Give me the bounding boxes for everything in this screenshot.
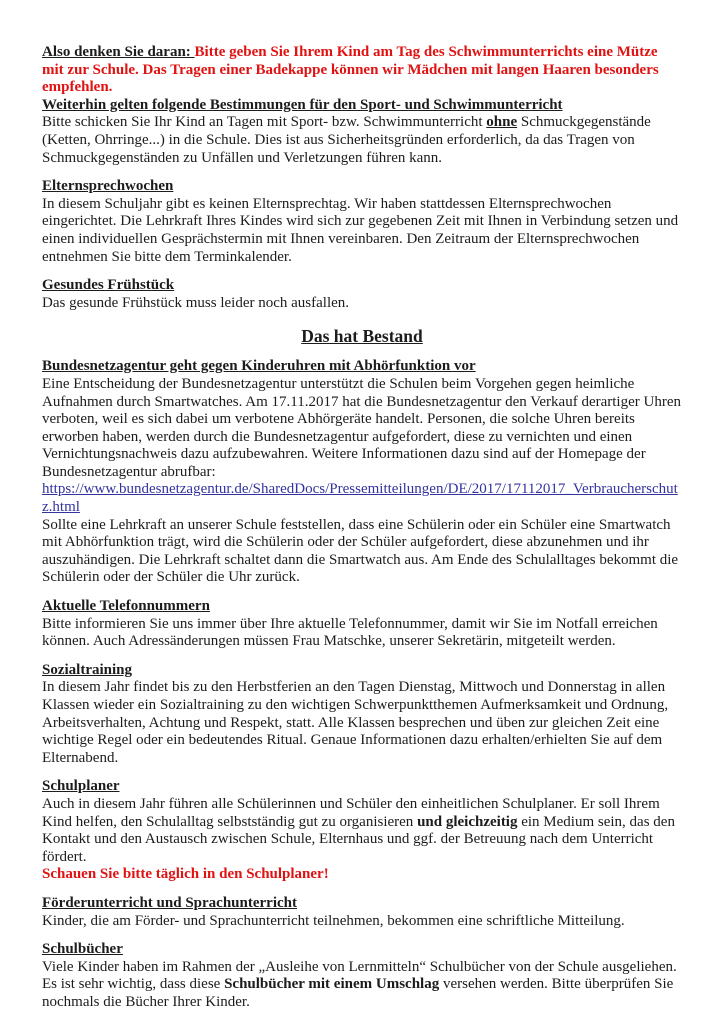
foerderunterricht-heading: Förderunterricht und Sprachunterricht — [42, 894, 297, 911]
fruehstueck-paragraph: Das gesunde Frühstück muss leider noch ausfallen. — [42, 294, 350, 311]
sport-rules-paragraph — [42, 114, 682, 167]
schulplaner-paragraph — [42, 796, 682, 866]
schulbuecher-bold-phrase: Schulbücher mit einem Umschlag — [224, 976, 440, 993]
section-elternsprechwochen — [42, 178, 682, 266]
section-swim-notice — [42, 44, 682, 167]
swim-notice-label: Also denken Sie daran: — [42, 44, 195, 60]
sport-rules-text-2: Schmuckgegenstände (Ketten, Ohrringe...) in die Schule. Dies ist aus Sicherheitsgründen erforderlich, da das Tragen von Schmuckgegenständen zu Unfällen und Verletzungen führen kann. — [42, 114, 651, 166]
section-telefonnummern — [42, 598, 682, 651]
bundesnetzagentur-paragraph-2: Sollte eine Lehrkraft an unserer Schule feststellen, dass eine Schülerin oder ein Schüler eine Smartwatch mit Abhörfunktion trägt, wird die Schülerin oder der Schüler aufgefordert, diese abzunehmen und ihr auszuhändigen. Die Lehrkraft schaltet dann die Smartwatch aus. Am Ende des Schulalltages bekommt die Schülerin oder der Schüler die Uhr zurück. — [42, 516, 679, 586]
sport-rules-text-1: Bitte schicken Sie Ihr Kind an Tagen mit Sport- bzw. Schwimmunterricht — [42, 114, 487, 131]
elternsprechwochen-paragraph: In diesem Schuljahr gibt es keinen Elternsprechtag. Wir haben stattdessen Elternsprechwochen eingerichtet. Die Lehrkraft Ihres Kindes wird sich zur gegebenen Zeit mit Ihnen in Verbindung setzen und einen individuellen Gesprächstermin mit Ihnen vereinbaren. Den Zeitraum der Elternsprechwochen entnehmen Sie bitte dem Terminkalender. — [42, 195, 679, 265]
fruehstueck-heading: Gesundes Frühstück — [42, 277, 175, 294]
section-sozialtraining — [42, 662, 682, 768]
elternsprechwochen-heading: Elternsprechwochen — [42, 178, 174, 195]
schulplaner-heading: Schulplaner — [42, 778, 120, 795]
swim-notice-red-text: Bitte geben Sie Ihrem Kind am Tag des Schwimmunterrichts eine Mütze mit zur Schule. Das Tragen einer Badekappe können wir Mädchen mit langen Haaren besonders empfehlen. — [42, 44, 659, 96]
schulplaner-bold-phrase: und gleichzeitig — [417, 813, 518, 830]
sozialtraining-heading: Sozialtraining — [42, 661, 133, 678]
schulbuecher-text-2: versehen werden. Bitte überprüfen Sie nochmals die Bücher Ihrer Kinder. — [42, 976, 674, 1010]
bundesnetzagentur-link-line — [42, 481, 682, 516]
bundesnetzagentur-heading: Bundesnetzagentur geht gegen Kinderuhren mit Abhörfunktion vor — [42, 358, 476, 375]
foerderunterricht-paragraph: Kinder, die am Förder- und Sprachunterricht teilnehmen, bekommen eine schriftliche Mitteilung. — [42, 912, 625, 929]
section-bundesnetzagentur — [42, 358, 682, 587]
schulplaner-red-reminder: Schauen Sie bitte täglich in den Schulplaner! — [42, 866, 329, 883]
sport-rules-heading: Weiterhin gelten folgende Bestimmungen für den Sport- und Schwimmunterricht — [42, 96, 563, 113]
section-schulbuecher — [42, 941, 682, 1011]
sozialtraining-paragraph: In diesem Jahr findet bis zu den Herbstferien an den Tagen Dienstag, Mittwoch und Donnerstag in allen Klassen wieder ein Sozialtraining zu den wichtigen Schwerpunktthemen Aufmerksamkeit und Ordnung, Arbeitsverhalten, Achtung und Respekt, statt. Alle Klassen besprechen und üben zur gleichen Zeit eine wichtige Regel oder ein bedeutendes Ritual. Genaue Informationen dazu erhalten/erhielten Sie auf dem Elternabend. — [42, 679, 669, 766]
schulplaner-text-1: Auch in diesem Jahr führen alle Schülerinnen und Schüler den einheitlichen Schulplaner. Er soll Ihrem Kind helfen, den Schulalltag selbstständig gut zu organisieren — [42, 795, 660, 830]
telefonnummern-heading: Aktuelle Telefonnummern — [42, 598, 210, 615]
section-schulplaner — [42, 778, 682, 884]
section-fruehstueck — [42, 277, 682, 312]
schulbuecher-paragraph — [42, 959, 682, 1012]
telefonnummern-paragraph: Bitte informieren Sie uns immer über Ihre aktuelle Telefonnummer, damit wir Sie im Notfall erreichen können. Auch Adressänderungen müssen Frau Matschke, unserer Sekretärin, mitgeteilt werden. — [42, 615, 658, 650]
bundesnetzagentur-paragraph-1: Eine Entscheidung der Bundesnetzagentur unterstützt die Schulen beim Vorgehen gegen heimliche Aufnahmen durch Smartwatches. Am 17.11.2017 hat die Bundesnetzagentur den Verkauf derartiger Uhren verboten, weil es sich dabei um verbotene Abhörgeräte handelt. Personen, die solche Uhren bereits erworben haben, werden durch die Bundesnetzagentur aufgefordert, diese zu vernichten und einen Vernichtungsnachweis dazu aufzubewahren. Weitere Informationen dazu sind auf der Homepage der Bundesnetzagentur abrufbar: — [42, 375, 681, 480]
section-foerderunterricht — [42, 895, 682, 930]
bundesnetzagentur-link[interactable]: https://www.bundesnetzagentur.de/SharedDocs/Pressemitteilungen/DE/2017/17112017_Verbraucherschutz.html — [42, 481, 678, 516]
schulbuecher-text-1: Viele Kinder haben im Rahmen der „Ausleihe von Lernmitteln“ Schulbücher von der Schule ausgeliehen. Es ist sehr wichtig, dass diese — [42, 958, 677, 993]
schulplaner-text-2: ein Medium sein, das den Kontakt und den Austausch zwischen Schule, Elternhaus und ggf. der Betreuung nach dem Unterricht fördert. — [42, 813, 675, 865]
bestand-title: Das hat Bestand — [301, 326, 423, 347]
swim-notice-paragraph — [42, 44, 682, 97]
schulbuecher-heading: Schulbücher — [42, 941, 123, 958]
sport-rules-bold-word: ohne — [486, 114, 518, 131]
